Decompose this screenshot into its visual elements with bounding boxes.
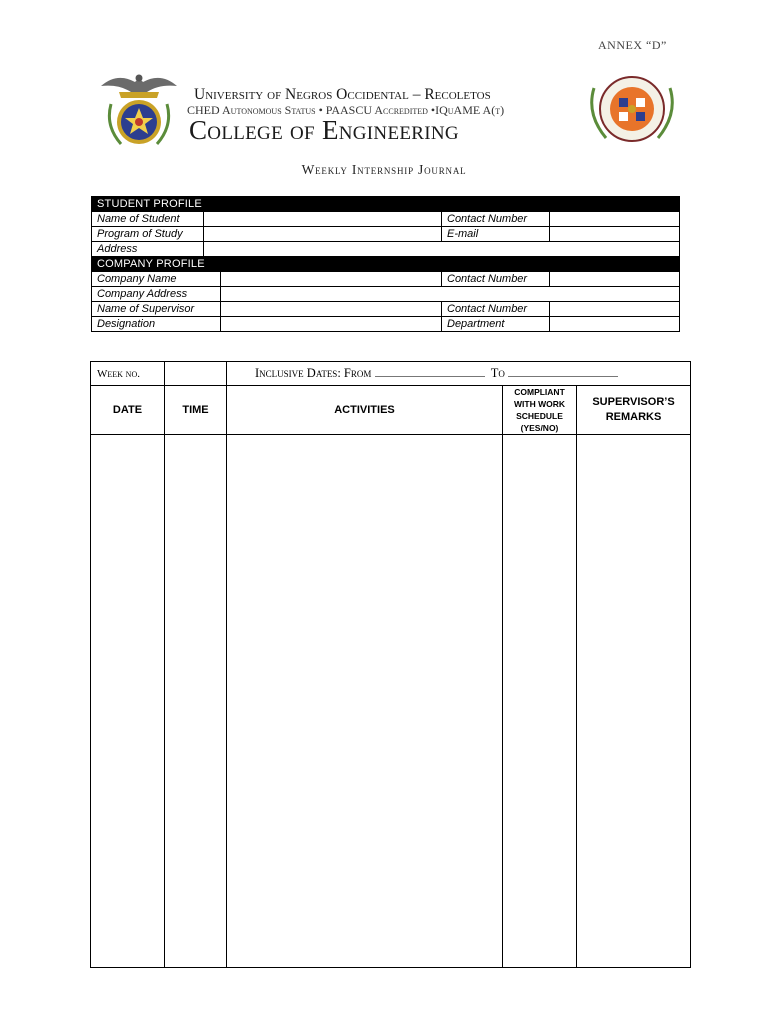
time-column-header: TIME — [165, 386, 227, 435]
remarks-column-header — [577, 386, 691, 435]
compliant-header-line-4: (YES/NO) — [520, 423, 559, 433]
activities-entry-cell[interactable] — [227, 435, 503, 968]
compliant-header-line-1: COMPLIANT — [514, 387, 565, 397]
name-of-supervisor-field[interactable] — [221, 302, 442, 317]
to-date-blank[interactable] — [508, 366, 618, 377]
journal-table — [90, 361, 691, 968]
department-field[interactable] — [550, 317, 680, 332]
supervisor-contact-field[interactable] — [550, 302, 680, 317]
designation-field[interactable] — [221, 317, 442, 332]
week-no-field[interactable] — [165, 362, 227, 386]
email-label: E-mail — [442, 227, 550, 242]
company-name-label: Company Name — [92, 272, 221, 287]
week-no-label: Week no. — [91, 362, 165, 386]
name-of-student-label: Name of Student — [92, 212, 204, 227]
address-field[interactable] — [204, 242, 680, 257]
university-seal-icon — [97, 70, 181, 152]
date-entry-cell[interactable] — [91, 435, 165, 968]
compliant-header-line-3: SCHEDULE — [516, 411, 563, 421]
remarks-header-line-1: SUPERVISOR’S — [592, 396, 675, 408]
inclusive-to-label: To — [490, 366, 505, 380]
email-field[interactable] — [550, 227, 680, 242]
compliant-entry-cell[interactable] — [503, 435, 577, 968]
accreditation-line: CHED Autonomous Status • PAASCU Accredited •IQuAME A(t) — [187, 103, 505, 117]
company-contact-label: Contact Number — [442, 272, 550, 287]
profile-table — [91, 196, 680, 332]
compliant-header-line-2: WITH WORK — [514, 399, 565, 409]
company-address-label: Company Address — [92, 287, 221, 302]
company-name-field[interactable] — [221, 272, 442, 287]
supervisor-contact-label: Contact Number — [442, 302, 550, 317]
company-profile-header: COMPANY PROFILE — [92, 257, 680, 272]
program-of-study-label: Program of Study — [92, 227, 204, 242]
from-date-blank[interactable] — [375, 366, 485, 377]
university-name: University of Negros Occidental – Recoletos — [194, 86, 491, 103]
college-seal-icon — [586, 74, 678, 144]
company-contact-field[interactable] — [550, 272, 680, 287]
student-profile-header: STUDENT PROFILE — [92, 197, 680, 212]
remarks-entry-cell[interactable] — [577, 435, 691, 968]
compliant-column-header — [503, 386, 577, 435]
student-contact-label: Contact Number — [442, 212, 550, 227]
department-label: Department — [442, 317, 550, 332]
activities-column-header: ACTIVITIES — [227, 386, 503, 435]
college-name: College of Engineering — [189, 115, 459, 145]
remarks-header-line-2: REMARKS — [605, 411, 662, 423]
name-of-student-field[interactable] — [204, 212, 442, 227]
student-contact-field[interactable] — [550, 212, 680, 227]
inclusive-from-label: Inclusive Dates: From — [255, 366, 372, 380]
name-of-supervisor-label: Name of Supervisor — [92, 302, 221, 317]
time-entry-cell[interactable] — [165, 435, 227, 968]
program-of-study-field[interactable] — [204, 227, 442, 242]
designation-label: Designation — [92, 317, 221, 332]
journal-title: Weekly Internship Journal — [301, 162, 467, 177]
annex-label: ANNEX “D” — [598, 38, 667, 52]
inclusive-dates-row — [227, 362, 691, 386]
address-label: Address — [92, 242, 204, 257]
date-column-header: DATE — [91, 386, 165, 435]
company-address-field[interactable] — [221, 287, 680, 302]
